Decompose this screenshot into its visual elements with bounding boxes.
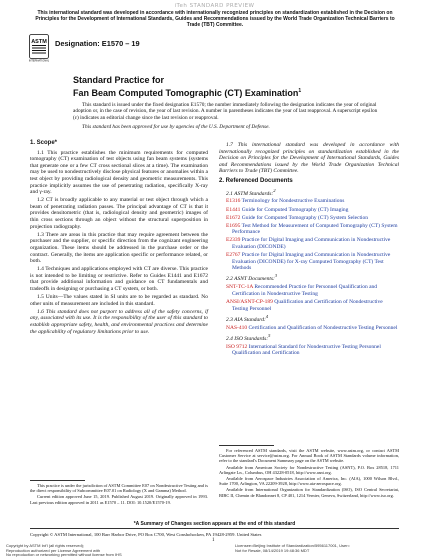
- footnote-5: Available from International Organization for Standardization (ISO), ISO Central Secretariat, BIBC II, Chemin de Blandonnet 8, CP 401, 1214 Vernier, Geneva, Switzerland, http://www.iso.org.: [219, 487, 399, 498]
- aia-standard-subheading: 2.3 AIA Standard:$^4$: [226, 313, 269, 323]
- reference-item: [226, 325, 399, 332]
- footnote-rule-left: [30, 480, 85, 481]
- reference-code-link[interactable]: E1441: [226, 206, 241, 213]
- reference-title-link[interactable]: Certification and Qualification of Nondestructive Testing Personnel: [248, 324, 398, 331]
- footnote-4: Available from Aerospace Industries Association of America, Inc. (AIA), 1000 Wilson Blvd., Suite 1700, Arlington, VA 22209-3928, http://www.aia-aerospace.org.: [219, 476, 399, 487]
- section-1-5: 1.5 Units—The values stated in SI units are to be regarded as standard. No other units of measurement are included in this standard.: [30, 294, 208, 307]
- wto-notice: This international standard was developed in accordance with internationally recognized principles on standardization established in the Decision on Principles for the Development of International Standards, Guides and Recommendations issued by the World Trade Organization Technical Barriers to Trade (TBT) Committee.: [35, 10, 395, 28]
- section-1-3: 1.3 There are areas in this practice that may require agreement between the purchaser and the supplier, or specific direction from the cognizant engineering organization. These items should be addressed in the purchase order or the contract. Generally, the items are application specific or performance related, or both.: [30, 231, 208, 265]
- footnotes-left: [30, 483, 208, 506]
- copyright-line: Copyright © ASTM International, 100 Barr Harbor Drive, PO Box C700, West Conshohocken, PA 19428-2959. United States: [30, 532, 262, 537]
- reference-title-link[interactable]: Guide for Computed Tomography (CT) Imaging: [241, 206, 349, 213]
- reference-code-link[interactable]: NAS-410: [226, 324, 248, 331]
- section-1-1: 1.1 This practice establishes the minimum requirements for computed tomography (CT) examination of test objects using fan beam systems (systems that generate one or a few CT cross sectional slices at a time). The examination may be used to nondestructively disclose physical features or anomalies within a test object by providing radiological density and geometric measurements. This practice implicitly assumes the use of penetrating radiation, specifically X-ray and γ-ray.: [30, 149, 208, 196]
- license-left: Copyright by ASTM Int'l (all rights reserved); Reproduction authorized per License Agreement with No reproduction or networking permitted without license from IHS: [6, 543, 122, 558]
- section-1-2: 1.2 CT is broadly applicable to any material or test object through which a beam of penetrating radiation passes. The principal advantage of CT is that it provides densitometric (that is, radiological density and geometric) images of thin cross sections through an object without the structural superposition in projection radiography.: [30, 197, 208, 230]
- iso-standards-subheading: 2.4 ISO Standards:$^5$: [226, 332, 271, 342]
- reference-code-link[interactable]: E2767: [226, 252, 241, 259]
- title-line-1: Standard Practice for: [73, 75, 165, 85]
- referenced-documents-heading: 2. Referenced Documents: [219, 177, 293, 184]
- summary-of-changes-note: *A Summary of Changes section appears at the end of this standard: [133, 521, 296, 527]
- reference-title-link[interactable]: Guide for Computed Tomography (CT) System Selection: [241, 214, 369, 221]
- reference-code-link[interactable]: SNT-TC-1A: [226, 284, 253, 291]
- reference-code-link[interactable]: E1672: [226, 214, 241, 221]
- issuance-note: [73, 102, 378, 133]
- footnote-3: Available from American Society for Nondestructive Testing (ASNT), P.O. Box 28518, 1711 Arlingate Ln., Columbus, OH 43228-0518, http://www.asnt.org.: [219, 464, 399, 475]
- reference-item: [226, 198, 399, 205]
- copyright-rule: [30, 528, 399, 529]
- reference-code-link[interactable]: ANSI/ASNT-CP-189: [226, 299, 273, 306]
- iso-reference-list: [219, 344, 399, 357]
- reference-title-link[interactable]: Qualification and Certification of Nondestructive Testing Personnel: [232, 299, 383, 312]
- astm-standards-subheading: 2.1 ASTM Standards:$^2$: [226, 187, 276, 197]
- watermark: iTeh STANDARD PREVIEW: [174, 3, 255, 9]
- designation: Designation: E1570 – 19: [55, 39, 140, 48]
- reference-title-link[interactable]: Practice for Digital Imaging and Communication in Nondestructive Evaluation (DICONDE): [232, 237, 391, 251]
- reference-title-link[interactable]: Practice for Digital Imaging and Communication in Nondestructive Evaluation (DICONDE) for X-ray Computed Tomography (CT) Test Methods: [232, 252, 391, 272]
- reference-item: [226, 237, 399, 250]
- reference-item: [226, 252, 399, 272]
- footnote-1-edition: Current edition approved June 15, 2019. Published August 2019. Originally approved in 1993. Last previous edition approved in 2011 as E1570 – 11. DOI: 10.1520/E1570-19.: [30, 494, 208, 505]
- page-number: 1: [212, 538, 215, 543]
- document-title: [73, 75, 373, 99]
- footnote-1: This practice is under the jurisdiction of ASTM Committee E07 on Nondestructive Testing and is the direct responsibility of Subcommittee E07.01 on Radiology (X and Gamma) Method.: [30, 483, 208, 494]
- astm-logo-icon: [29, 34, 49, 62]
- svg-text:ASTM: ASTM: [31, 39, 47, 45]
- footnote-2: For referenced ASTM standards, visit the ASTM website, www.astm.org, or contact ASTM Customer Service at service@astm.org. For Annual Book of ASTM Standards volume information, refer to the standard's Document Summary page on the ASTM website.: [219, 448, 399, 464]
- svg-text:INTERNATIONAL: INTERNATIONAL: [29, 59, 49, 62]
- dod-approval-note: This standard has been approved for use by agencies of the U.S. Department of Defense.: [82, 123, 270, 130]
- astm-reference-list: [219, 198, 399, 271]
- reference-code-link[interactable]: E2339: [226, 237, 241, 244]
- reference-code-link[interactable]: E1695: [226, 222, 241, 229]
- asnt-documents-subheading: 2.2 ASNT Documents:$^3$: [226, 273, 278, 283]
- reference-item: [226, 344, 399, 357]
- reference-title-link[interactable]: Terminology for Nondestructive Examinations: [241, 198, 345, 205]
- aia-reference-list: [219, 325, 399, 332]
- footnote-rule-right: [219, 445, 274, 446]
- section-1-7: 1.7 This international standard was developed in accordance with internationally recognized principles on standardization established in the Decision on Principles for the Development of International Standards, Guides and Recommendations issued by the World Trade Organization Technical Barriers to Trade (TBT) Committee.: [219, 142, 399, 175]
- reference-title-link[interactable]: Recommended Practice for Personnel Qualification and Certification in Nondestructive Testing: [232, 284, 378, 297]
- reference-code-link[interactable]: ISO 9712: [226, 343, 248, 350]
- section-1-6: 1.6 This standard does not purport to address all of the safety concerns, if any, associated with its use. It is the responsibility of the user of this standard to establish appropriate safety, health, and environmental practices and determine the applicability of regulatory limitations prior to use.: [30, 308, 208, 335]
- reference-item: [226, 215, 399, 222]
- scope-heading: 1. Scope*: [30, 140, 58, 146]
- reference-item: [226, 223, 399, 236]
- license-right: Licensee=Beijing Institute of Standardization/5956117001, User= Not for Resale, 08/14/2019 19:48:36 MDT: [235, 543, 350, 553]
- section-1-4: 1.4 Techniques and applications employed with CT are diverse. This practice is not intended to be limiting or restrictive. Refer to Guides E1441 and E1672 that provide additional information and guidance on CT fundamentals and tradeoffs in designing or purchasing a CT system, or both.: [30, 266, 208, 292]
- reference-code-link[interactable]: E1316: [226, 198, 241, 205]
- left-column: [30, 140, 208, 337]
- reference-item: [226, 207, 399, 214]
- issuance-paragraph: This standard is issued under the fixed designation E1570; the number immediately following the designation indicates the year of original adoption or, in the case of revision, the year of last revision. A number in parentheses indicates the year of last reapproval. A superscript epsilon (ε) indicates an editorial change since the last revision or reapproval.: [73, 102, 378, 121]
- right-column: [219, 142, 399, 358]
- reference-title-link[interactable]: Test Method for Measurement of Computed Tomography (CT) System Performance: [232, 222, 398, 236]
- asnt-reference-list: [219, 284, 399, 312]
- reference-item: [226, 299, 399, 312]
- reference-title-link[interactable]: International Standard for Nondestructive Testing Personnel Qualification and Certification: [232, 343, 381, 357]
- title-line-2: Fan Beam Computed Tomographic (CT) Examination$^1$: [73, 88, 302, 98]
- footnotes-right: [219, 448, 399, 499]
- reference-item: [226, 284, 399, 297]
